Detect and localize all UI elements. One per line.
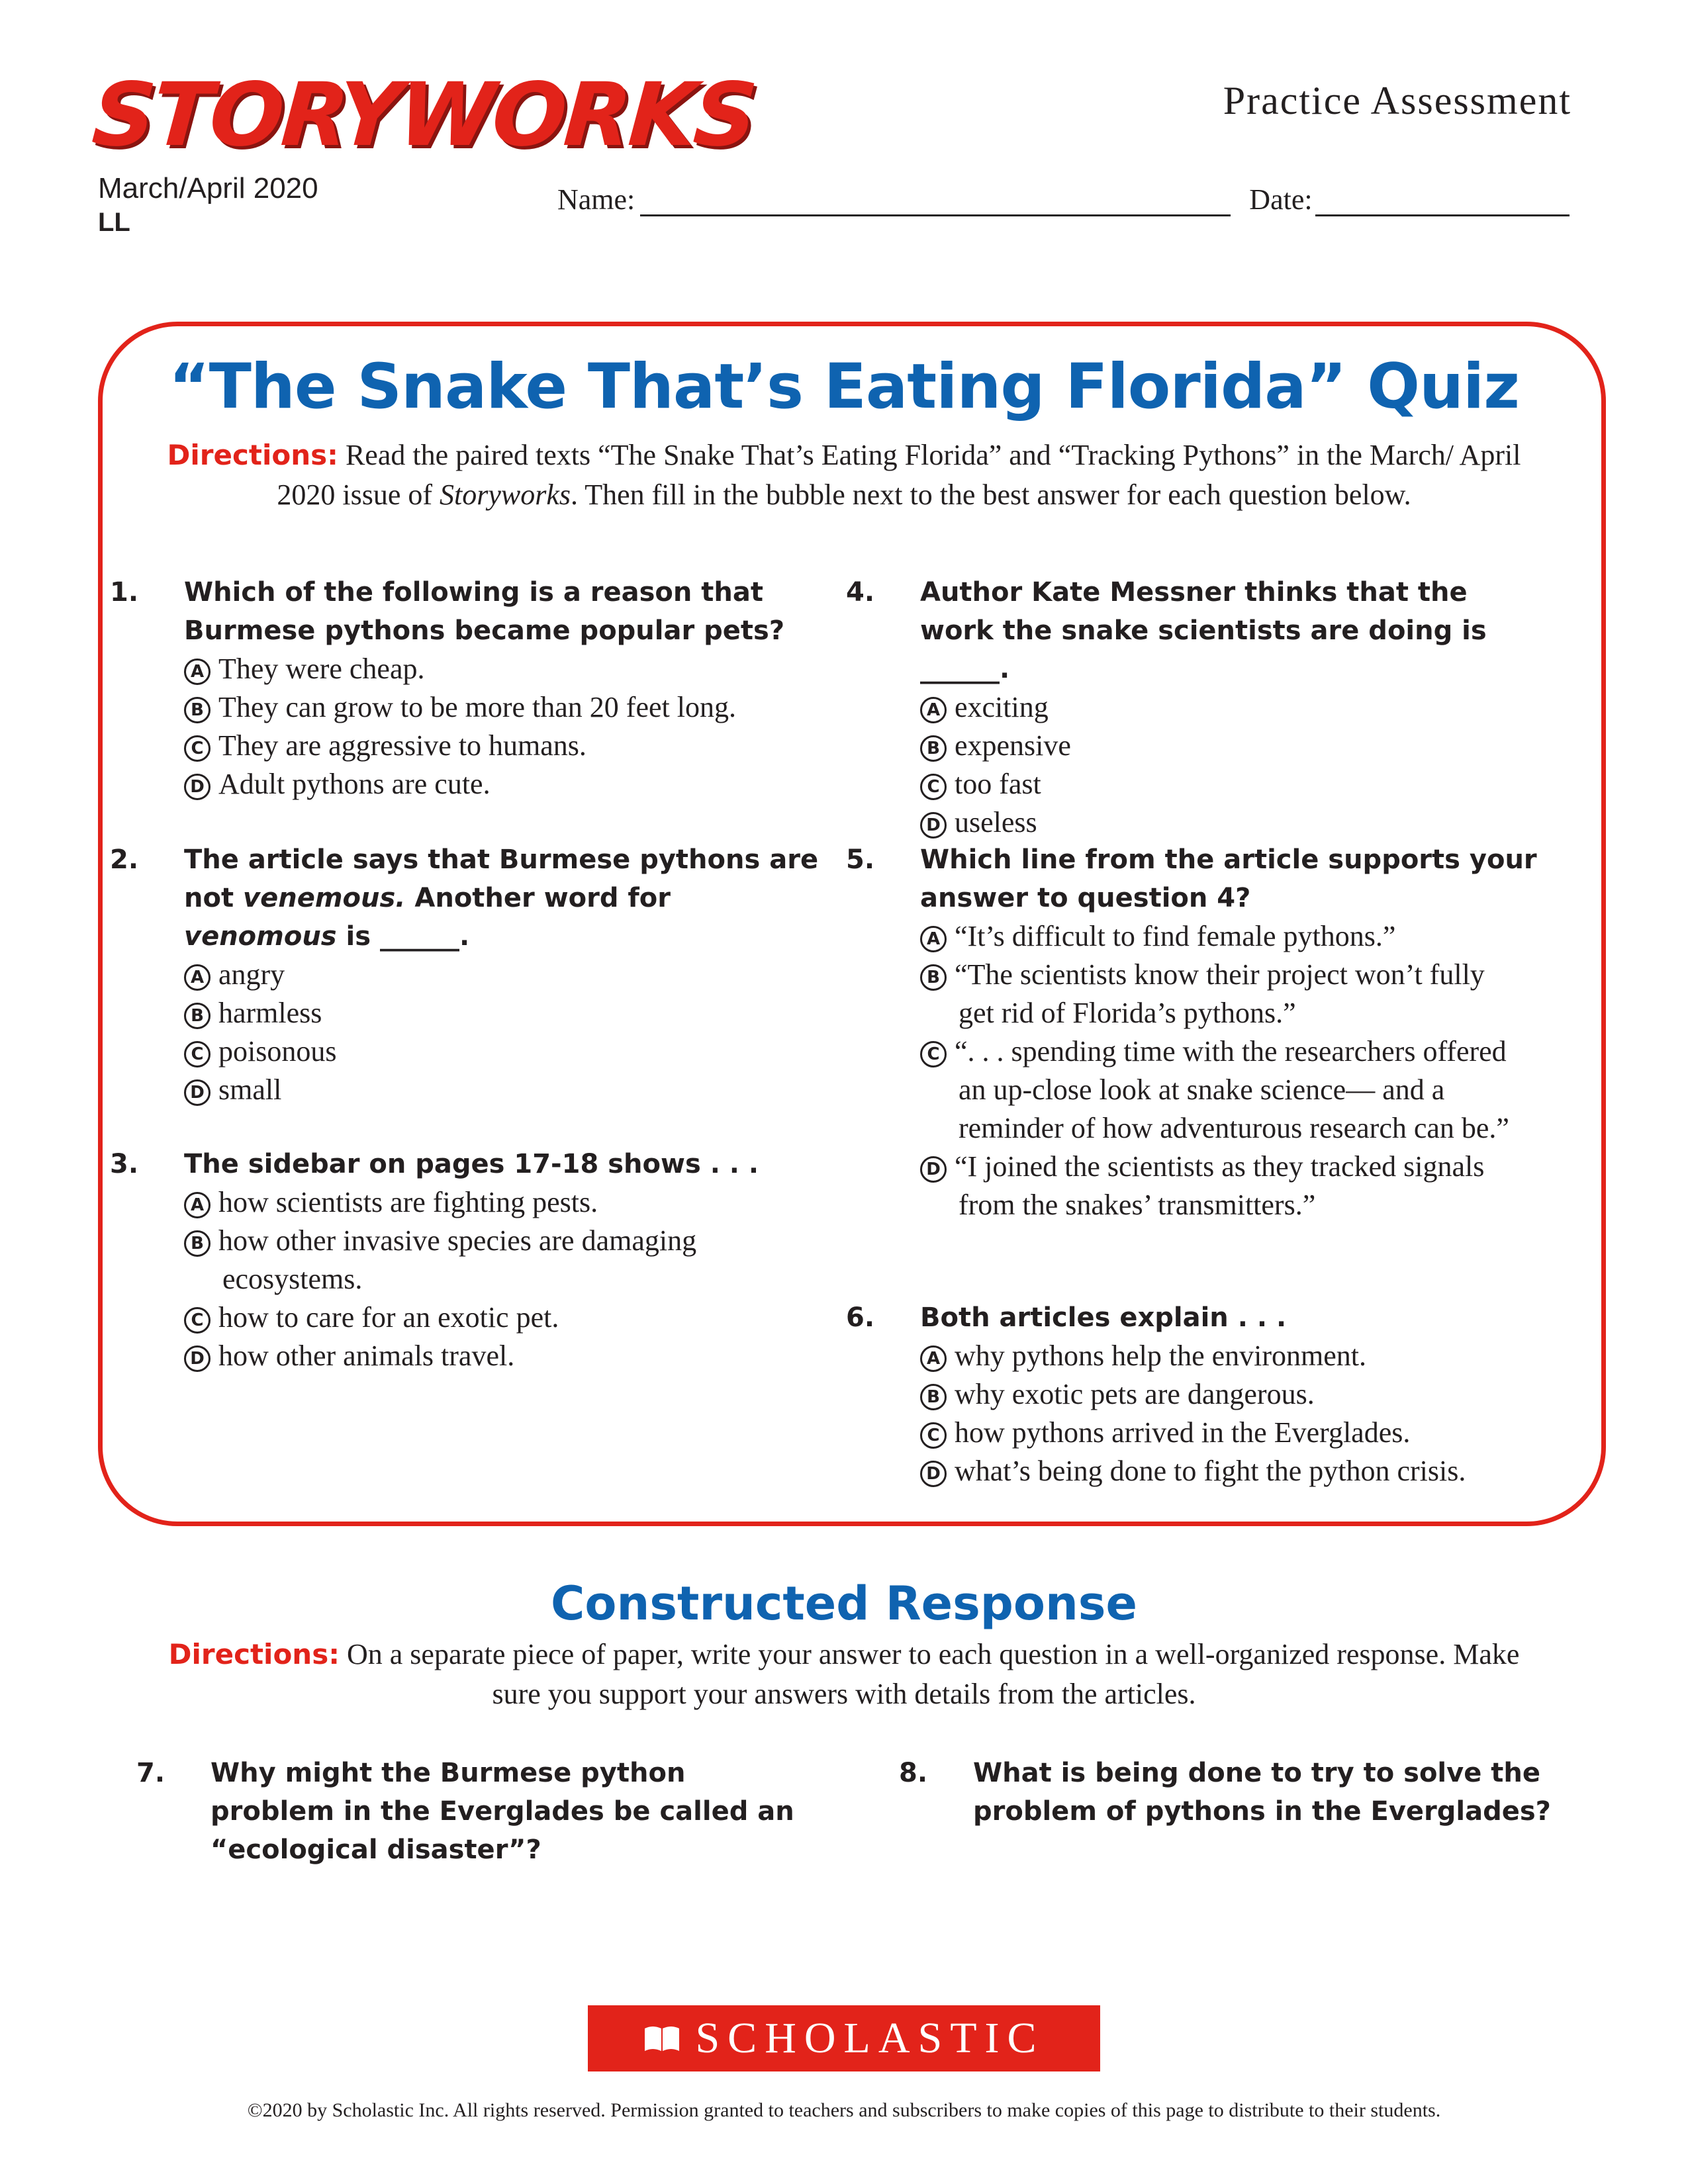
question-number: 6. (846, 1302, 875, 1333)
option-text: how to care for an exotic pet. (218, 1301, 559, 1334)
answer-option[interactable] (920, 956, 1516, 1032)
answer-bubble[interactable]: D (920, 1461, 947, 1487)
option-text: “. . . spending time with the researchers offered an up-close look at snake science— and a reminder of how adventurous research can be.” (955, 1035, 1509, 1144)
option-text: small (218, 1073, 282, 1106)
option-text: expensive (955, 729, 1071, 762)
option-text: harmless (218, 997, 322, 1029)
answer-options (883, 917, 1516, 1224)
answer-option[interactable] (920, 1032, 1516, 1148)
answer-bubble[interactable]: C (184, 735, 211, 762)
answer-bubble[interactable]: D (920, 812, 947, 839)
option-text: useless (955, 806, 1037, 839)
directions-text: On a separate piece of paper, write your answer to each question in a well-organized response. Make sure you support your answers with details from the articles. (340, 1638, 1520, 1710)
option-text: how other animals travel. (218, 1340, 515, 1372)
question-8 (899, 1754, 1558, 1831)
option-text: They can grow to be more than 20 feet long. (218, 691, 736, 723)
question-prompt: What is being done to try to solve the problem of pythons in the Everglades? (973, 1758, 1551, 1827)
date-label: Date: (1249, 183, 1313, 216)
answer-bubble[interactable]: A (920, 697, 947, 723)
answer-option[interactable] (184, 1222, 806, 1298)
answer-option[interactable] (184, 650, 835, 688)
answer-bubble[interactable]: A (920, 926, 947, 952)
answer-bubble[interactable]: B (184, 697, 211, 723)
option-text: “The scientists know their project won’t fully get rid of Florida’s pythons.” (955, 958, 1485, 1029)
question-4 (846, 573, 1545, 842)
copyright-notice: ©2020 by Scholastic Inc. All rights reserved. Permission granted to teachers and subscribers to make copies of this page to distribute to their students. (247, 2099, 1441, 2121)
answer-option[interactable] (184, 1337, 806, 1375)
option-text: why exotic pets are dangerous. (955, 1378, 1315, 1410)
question-number: 4. (846, 577, 875, 608)
question-number: 8. (899, 1758, 928, 1788)
answer-bubble[interactable]: A (184, 659, 211, 685)
option-text: Adult pythons are cute. (218, 768, 491, 800)
answer-option[interactable] (184, 765, 835, 803)
answer-bubble[interactable]: B (920, 735, 947, 762)
quiz-title: “The Snake That’s Eating Florida” Quiz (169, 351, 1519, 423)
option-text: “I joined the scientists as they tracked signals from the snakes’ transmitters.” (955, 1150, 1485, 1221)
open-book-icon (643, 2025, 680, 2052)
question-prompt: The article says that Burmese pythons are not (184, 844, 819, 913)
answer-option[interactable] (920, 765, 1545, 803)
question-term: venemous. (243, 883, 406, 913)
question-prompt: Why might the Burmese python problem in the Everglades be called an “ecological disaster”? (211, 1758, 794, 1865)
question-term: venomous (184, 921, 337, 952)
question-7-text (136, 1754, 809, 1869)
question-3-text (110, 1145, 835, 1183)
constructed-response-title: Constructed Response (551, 1576, 1137, 1631)
name-field[interactable] (640, 188, 1231, 216)
answer-bubble[interactable]: B (184, 1230, 211, 1257)
answer-option[interactable] (920, 917, 1516, 956)
answer-option[interactable] (184, 688, 835, 727)
answer-bubble[interactable]: B (920, 964, 947, 991)
answer-option[interactable] (184, 1032, 822, 1071)
directions-text: Read the paired texts “The Snake That’s Eating Florida” and “Tracking Pythons” in the March/ April 2020 issue of (277, 439, 1521, 511)
question-prompt: Which of the following is a reason that Burmese pythons became popular pets? (184, 577, 785, 646)
page-header-title: Practice Assessment (1223, 79, 1571, 122)
question-1 (110, 573, 835, 803)
question-2-text (110, 841, 822, 956)
scholastic-logo (588, 2005, 1100, 2071)
answer-options (883, 688, 1545, 842)
question-prompt: The sidebar on pages 17-18 shows . . . (184, 1149, 759, 1179)
answer-bubble[interactable]: C (184, 1041, 211, 1068)
answer-bubble[interactable]: C (920, 774, 947, 800)
answer-option[interactable] (184, 1298, 806, 1337)
option-text: exciting (955, 691, 1049, 723)
answer-option[interactable] (184, 994, 822, 1032)
option-text: poisonous (218, 1035, 337, 1068)
question-3 (110, 1145, 835, 1375)
answer-option[interactable] (184, 1071, 822, 1109)
storyworks-logo: STORYWORKS (89, 64, 758, 166)
option-text: how pythons arrived in the Everglades. (955, 1416, 1411, 1449)
answer-bubble[interactable]: D (184, 1079, 211, 1106)
answer-option[interactable] (920, 1452, 1545, 1490)
option-text: too fast (955, 768, 1041, 800)
answer-option[interactable] (920, 688, 1545, 727)
answer-option[interactable] (184, 727, 835, 765)
question-2 (110, 841, 822, 1109)
question-1-text (110, 573, 835, 650)
answer-bubble[interactable]: D (184, 1345, 211, 1372)
answer-bubble[interactable]: B (184, 1003, 211, 1029)
reading-level: LL (98, 208, 130, 237)
option-text: “It’s difficult to find female pythons.” (955, 920, 1396, 952)
answer-option[interactable] (920, 1375, 1545, 1414)
answer-option[interactable] (184, 1183, 806, 1222)
answer-options (883, 1337, 1545, 1490)
answer-bubble[interactable]: D (920, 1156, 947, 1183)
answer-bubble[interactable]: A (184, 1192, 211, 1218)
question-prompt: Both articles explain . . . (920, 1302, 1287, 1333)
directions-label: Directions: (168, 1638, 340, 1670)
question-4-text (846, 573, 1545, 688)
answer-option[interactable] (920, 1337, 1545, 1375)
question-number: 7. (136, 1758, 165, 1788)
answer-option[interactable] (184, 956, 822, 994)
publisher-name: SCHOLASTIC (695, 2014, 1045, 2062)
answer-bubble[interactable]: C (920, 1422, 947, 1449)
question-number: 1. (110, 577, 139, 608)
question-5 (846, 841, 1545, 1224)
answer-bubble[interactable]: C (184, 1307, 211, 1334)
question-prompt-cont: Another word for (405, 883, 671, 913)
directions-magazine-name: Storyworks (440, 478, 571, 511)
answer-bubble[interactable]: C (920, 1041, 947, 1068)
answer-option[interactable] (920, 727, 1545, 765)
question-prompt: Author Kate Messner thinks that the work the snake scientists are doing is ______. (920, 577, 1487, 684)
answer-bubble[interactable]: D (184, 774, 211, 800)
question-number: 3. (110, 1149, 139, 1179)
directions-label: Directions: (167, 439, 338, 471)
name-label: Name: (557, 183, 635, 216)
option-text: how scientists are fighting pests. (218, 1186, 598, 1218)
answer-option[interactable] (920, 803, 1545, 842)
answer-option[interactable] (920, 1148, 1516, 1224)
quiz-directions (146, 435, 1542, 515)
directions-text-end: . Then fill in the bubble next to the best answer for each question below. (571, 478, 1411, 511)
question-8-text (899, 1754, 1558, 1831)
question-prompt: Which line from the article supports your answer to question 4? (920, 844, 1537, 913)
question-number: 5. (846, 844, 875, 875)
option-text: how other invasive species are damaging ecosystems. (218, 1224, 697, 1295)
option-text: They were cheap. (218, 653, 425, 685)
option-text: why pythons help the environment. (955, 1340, 1367, 1372)
question-7 (136, 1754, 809, 1869)
date-field[interactable] (1315, 188, 1570, 216)
answer-options (147, 1183, 806, 1375)
issue-date: March/April 2020 (98, 172, 318, 205)
constructed-response-directions (146, 1635, 1542, 1714)
answer-options (147, 650, 835, 803)
question-prompt-end: is ______. (336, 921, 470, 952)
question-6-text (846, 1298, 1545, 1337)
question-5-text (846, 841, 1545, 917)
name-date-row (557, 183, 1570, 216)
option-text: what’s being done to fight the python crisis. (955, 1455, 1466, 1487)
question-number: 2. (110, 844, 139, 875)
answer-option[interactable] (920, 1414, 1545, 1452)
answer-options (147, 956, 822, 1109)
answer-bubble[interactable]: A (184, 964, 211, 991)
option-text: They are aggressive to humans. (218, 729, 586, 762)
question-6 (846, 1298, 1545, 1490)
answer-bubble[interactable]: B (920, 1384, 947, 1410)
answer-bubble[interactable]: A (920, 1345, 947, 1372)
option-text: angry (218, 958, 285, 991)
